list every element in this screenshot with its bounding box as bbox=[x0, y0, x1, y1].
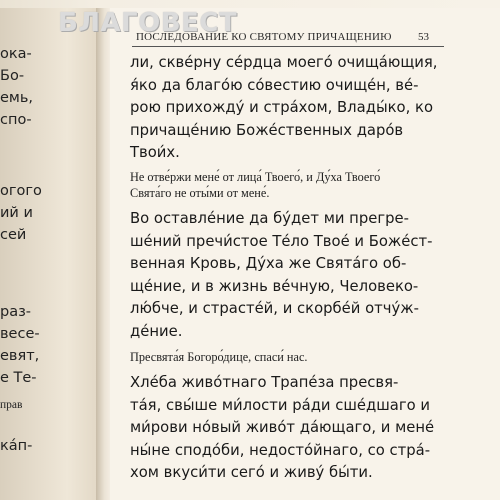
paragraph-line: рою прихожду́ и стра́хом, Влады́ко, ко bbox=[130, 99, 434, 117]
paragraph-line: Твои́х. bbox=[130, 144, 180, 162]
left-fragment: е Те- bbox=[0, 370, 37, 386]
left-fragment: кáп- bbox=[0, 438, 33, 454]
left-fragment: огого bbox=[0, 183, 42, 199]
left-fragment: Бо- bbox=[0, 68, 25, 84]
paragraph-line: де́ние. bbox=[130, 323, 183, 340]
page-number: 53 bbox=[418, 31, 429, 43]
watermark-logo: БЛАГОВЕСТ bbox=[58, 8, 238, 38]
left-fragment: евят, bbox=[0, 348, 40, 364]
paragraph-line: Во оставле́ние да бу́дет ми прегре- bbox=[130, 210, 409, 227]
paragraph-line: хом вкуси́ти сего́ и живу́ бы́ти. bbox=[130, 464, 373, 482]
left-fragment: ий и bbox=[0, 205, 33, 221]
paragraph-line: та́я, свы́ше ми́лости ра́ди сше́дшаго и bbox=[130, 396, 431, 414]
paragraph-line: Хле́ба живо́тнаго Трапе́за пресвя- bbox=[130, 374, 399, 391]
rubric-line: Свята́го не оты́ми от мене́. bbox=[130, 186, 270, 200]
paragraph-line: ше́ний пречи́стое Те́ло Твое́ и Боже́ст- bbox=[130, 232, 433, 250]
paragraph-line: лю́бче, и страсте́й, и скорбе́й отчу́ж- bbox=[130, 300, 419, 318]
left-page bbox=[0, 8, 97, 500]
paragraph-line: венная Кровь, Ду́ха же Свята́го об- bbox=[130, 255, 407, 273]
left-fragment: весе- bbox=[0, 326, 40, 342]
header-rule bbox=[132, 46, 444, 47]
left-fragment: спо- bbox=[0, 112, 32, 128]
rubric-line: Не отве́ржи мене́ от лица́ Твоего́, и Ду́ха Твоего́ bbox=[130, 170, 381, 184]
running-header: ПОСЛЕДОВАНИЕ КО СВЯТОМУ ПРИЧАЩЕНИЮ bbox=[136, 31, 392, 43]
paragraph-line: ли, скве́рну се́рдца моего́ очища́ющия, bbox=[130, 54, 438, 71]
paragraph-line: ны́не сподо́би, недосто́йнаго, со стра́- bbox=[130, 441, 431, 459]
paragraph-line: причаще́нию Боже́ственных даро́в bbox=[130, 121, 404, 139]
left-fragment: прав bbox=[0, 399, 23, 411]
book-gutter bbox=[96, 8, 110, 500]
paragraph-line: я́ко да благо́ю со́вестию очище́н, ве́- bbox=[130, 76, 419, 94]
rubric-line: Пресвята́я Богоро́дице, спаси́ нас. bbox=[130, 350, 308, 364]
left-fragment: ока- bbox=[0, 46, 32, 62]
left-fragment: емь, bbox=[0, 90, 34, 106]
paragraph-line: ми́рови но́вый живо́т да́ющаго, и мене́ bbox=[130, 419, 435, 437]
left-fragment: сей bbox=[0, 227, 27, 243]
left-fragment: раз- bbox=[0, 304, 32, 320]
paragraph-line: ще́ние, и в жизнь ве́чную, Человеко- bbox=[130, 277, 419, 295]
